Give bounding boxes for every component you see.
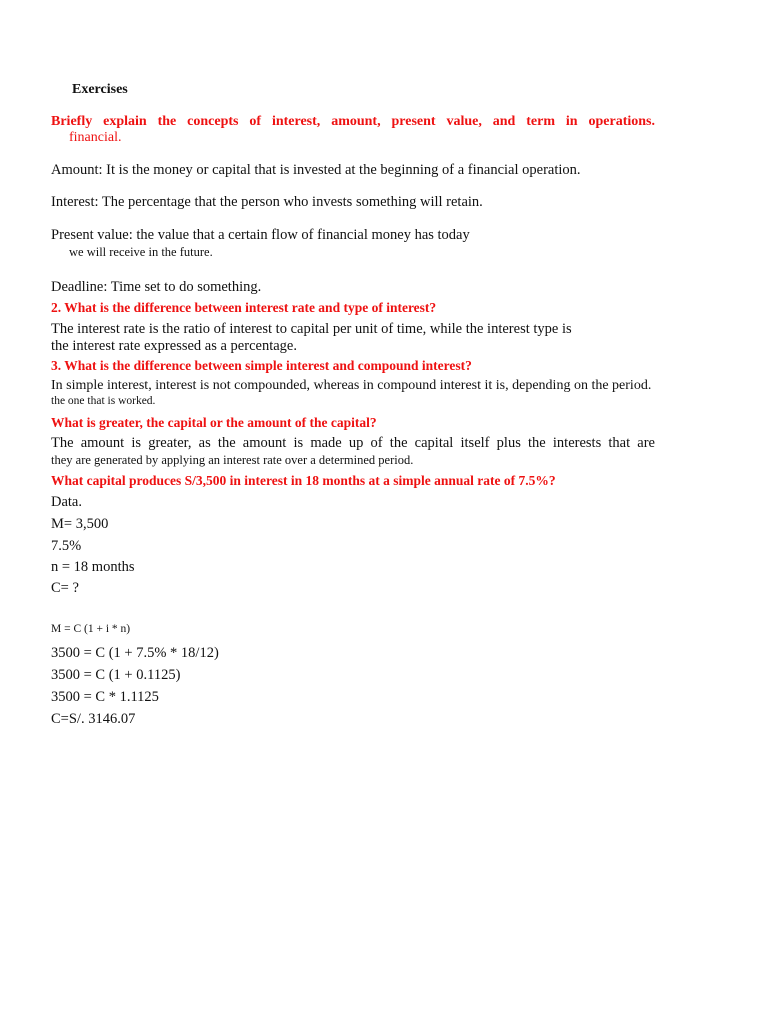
data-capital: C= ? xyxy=(51,580,79,596)
question-1-line-1: Briefly explain the concepts of interest, amount, present value, and term in operations. xyxy=(51,114,655,129)
data-amount: M= 3,500 xyxy=(51,516,109,532)
deadline-definition: Deadline: Time set to do something. xyxy=(51,279,262,295)
present-value-line-2: we will receive in the future. xyxy=(69,245,213,259)
page-title: Exercises xyxy=(72,82,128,97)
calculation-step-2: 3500 = C (1 + 0.1125) xyxy=(51,667,181,683)
present-value-line-1: Present value: the value that a certain flow of financial money has today xyxy=(51,227,470,243)
calculation-step-1: 3500 = C (1 + 7.5% * 18/12) xyxy=(51,645,219,661)
answer-2-line-2: the interest rate expressed as a percentage. xyxy=(51,338,297,354)
calculation-step-3: 3500 = C * 1.1125 xyxy=(51,689,159,705)
answer-3-line-2: the one that is worked. xyxy=(51,395,156,407)
question-2: 2. What is the difference between interest rate and type of interest? xyxy=(51,300,437,315)
data-term: n = 18 months xyxy=(51,559,135,575)
question-1-line-2: financial. xyxy=(69,130,122,145)
interest-definition: Interest: The percentage that the person who invests something will retain. xyxy=(51,194,483,210)
answer-3-line-1: In simple interest, interest is not compounded, whereas in compound interest it is, depending on the period. xyxy=(51,378,652,393)
answer-4-line-2: they are generated by applying an interest rate over a determined period. xyxy=(51,453,414,467)
data-rate: 7.5% xyxy=(51,538,82,554)
answer-2-line-1: The interest rate is the ratio of interest to capital per unit of time, while the interest type is xyxy=(51,321,572,337)
question-5: What capital produces S/3,500 in interest in 18 months at a simple annual rate of 7.5%? xyxy=(51,473,556,488)
amount-definition: Amount: It is the money or capital that is invested at the beginning of a financial operation. xyxy=(51,162,581,178)
data-label: Data. xyxy=(51,494,82,510)
formula: M = C (1 + i * n) xyxy=(51,623,131,635)
question-3: 3. What is the difference between simple interest and compound interest? xyxy=(51,358,472,373)
question-4: What is greater, the capital or the amount of the capital? xyxy=(51,415,377,430)
calculation-result: C=S/. 3146.07 xyxy=(51,711,136,727)
answer-4-line-1: The amount is greater, as the amount is made up of the capital itself plus the interests that are xyxy=(51,435,655,451)
